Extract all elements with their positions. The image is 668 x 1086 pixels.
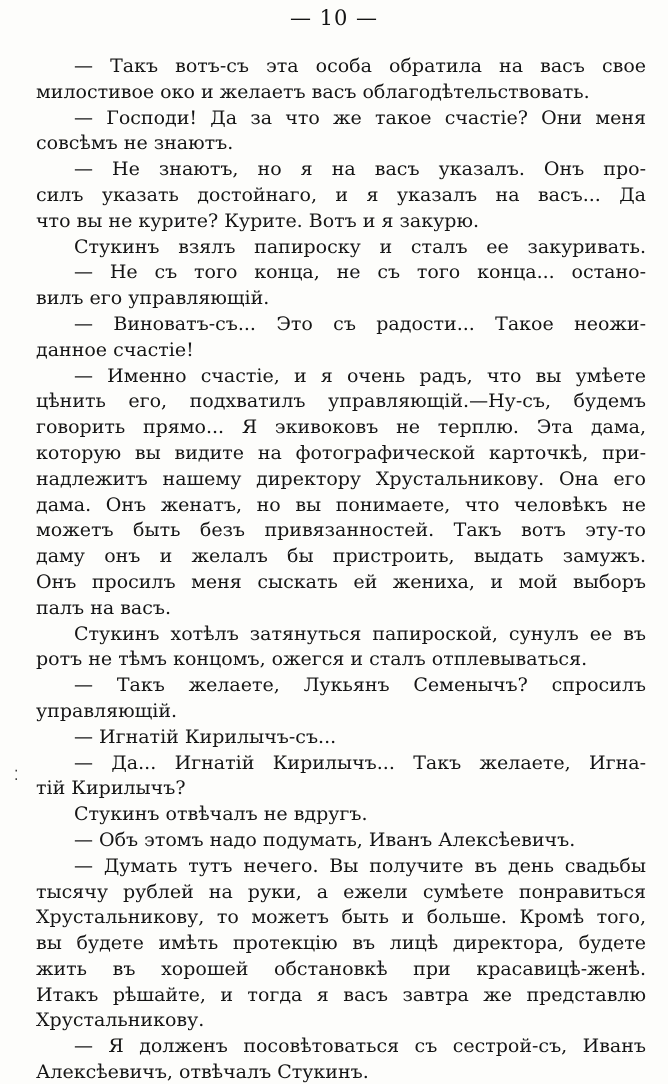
text-line: — Господи! Да за что же такое счастіе? Они меня bbox=[74, 106, 646, 129]
text-line: — Объ этомъ надо подумать, Иванъ Алексѣевичъ. bbox=[74, 828, 576, 851]
margin-mark: ⁚ bbox=[14, 768, 19, 784]
text-line: что вы не курите? Курите. Вотъ и я закурю. bbox=[36, 209, 480, 232]
text-line: — Да... Игнатій Кирилычъ... Такъ желаете, Игна- bbox=[74, 751, 646, 774]
text-line: — Не съ того конца, не съ того конца... остано- bbox=[74, 261, 646, 284]
text-line: — Виноватъ-съ... Это съ радости... Такое неожи- bbox=[74, 312, 646, 335]
text-line: милостивое око и желаетъ васъ облагодѣтельствовать. bbox=[36, 80, 590, 103]
text-line: жить въ хорошей обстановкѣ при красавицѣ-женѣ. bbox=[36, 957, 646, 980]
text-line: вилъ его управляющій. bbox=[36, 287, 270, 310]
text-line: Онъ просилъ меня сыскать ей жениха, и мой выборъ bbox=[36, 570, 646, 593]
text-line: цѣнить его, подхватилъ управляющій.—Ну-съ, будемъ bbox=[36, 390, 646, 413]
text-line: тысячу рублей на руки, а ежели сумѣете понравиться bbox=[36, 880, 646, 903]
text-line: палъ на васъ. bbox=[36, 596, 172, 619]
text-line: — Такъ вотъ-съ эта особа обратила на васъ свое bbox=[74, 55, 646, 77]
text-line: — Такъ желаете, Лукьянъ Семенычъ? спросилъ bbox=[74, 674, 646, 697]
text-line: — Не знаютъ, но я на васъ указалъ. Онъ про- bbox=[74, 158, 646, 181]
page-number: — 10 — bbox=[289, 6, 379, 30]
text-line: совсѣмъ не знаютъ. bbox=[36, 132, 234, 155]
text-line: Хрустальникову, то можетъ быть и больше. Кромѣ того, bbox=[36, 906, 646, 929]
text-line: — Я долженъ посовѣтоваться съ сестрой-съ, Иванъ bbox=[74, 1035, 646, 1058]
text-line: говорить прямо... Я экивоковъ не терплю. Эта дама, bbox=[36, 416, 646, 439]
text-line: даму онъ и желалъ бы пристроить, выдать замужъ. bbox=[36, 545, 646, 568]
text-line: дама. Онъ женатъ, но вы понимаете, что человѣкъ не bbox=[36, 493, 646, 516]
text-line: тій Кирилычъ? bbox=[36, 777, 186, 800]
text-line: надлежитъ нашему директору Хрустальникову. Она его bbox=[36, 467, 646, 490]
text-line: — Думать тутъ нечего. Вы получите въ день свадьбы bbox=[74, 854, 646, 877]
text-line: которую вы видите на фотографической карточкѣ, при- bbox=[36, 441, 646, 464]
text-line: Итакъ рѣшайте, и тогда я васъ завтра же представлю bbox=[36, 983, 646, 1006]
text-line: Стукинъ хотѣлъ затянуться папироской, сунулъ ее въ bbox=[74, 622, 646, 645]
text-line: данное счастіе! bbox=[36, 338, 194, 361]
text-line: Стукинъ отвѣчалъ не вдругъ. bbox=[74, 803, 368, 826]
text-line: Хрустальникову. bbox=[36, 1009, 205, 1032]
text-line: — Именно счастіе, и я очень радъ, что вы умѣете bbox=[74, 364, 646, 387]
text-line: Алексѣевичъ, отвѣчалъ Стукинъ. bbox=[36, 1061, 369, 1084]
text-line: силъ указать достойнаго, и я указалъ на васъ... Да bbox=[36, 183, 646, 206]
text-line: можетъ быть безъ привязанностей. Такъ вотъ эту-то bbox=[36, 519, 646, 542]
text-line: ротъ не тѣмъ концомъ, ожегся и сталъ отплевываться. bbox=[36, 648, 588, 671]
body-text bbox=[36, 54, 646, 1086]
text-line: Стукинъ взялъ папироску и сталъ ее закуривать. bbox=[74, 235, 646, 258]
text-line: — Игнатій Кирилычъ-съ... bbox=[74, 725, 337, 748]
text-line: вы будете имѣть протекцію въ лицѣ директора, будете bbox=[36, 932, 646, 955]
text-line: управляющій. bbox=[36, 699, 178, 722]
